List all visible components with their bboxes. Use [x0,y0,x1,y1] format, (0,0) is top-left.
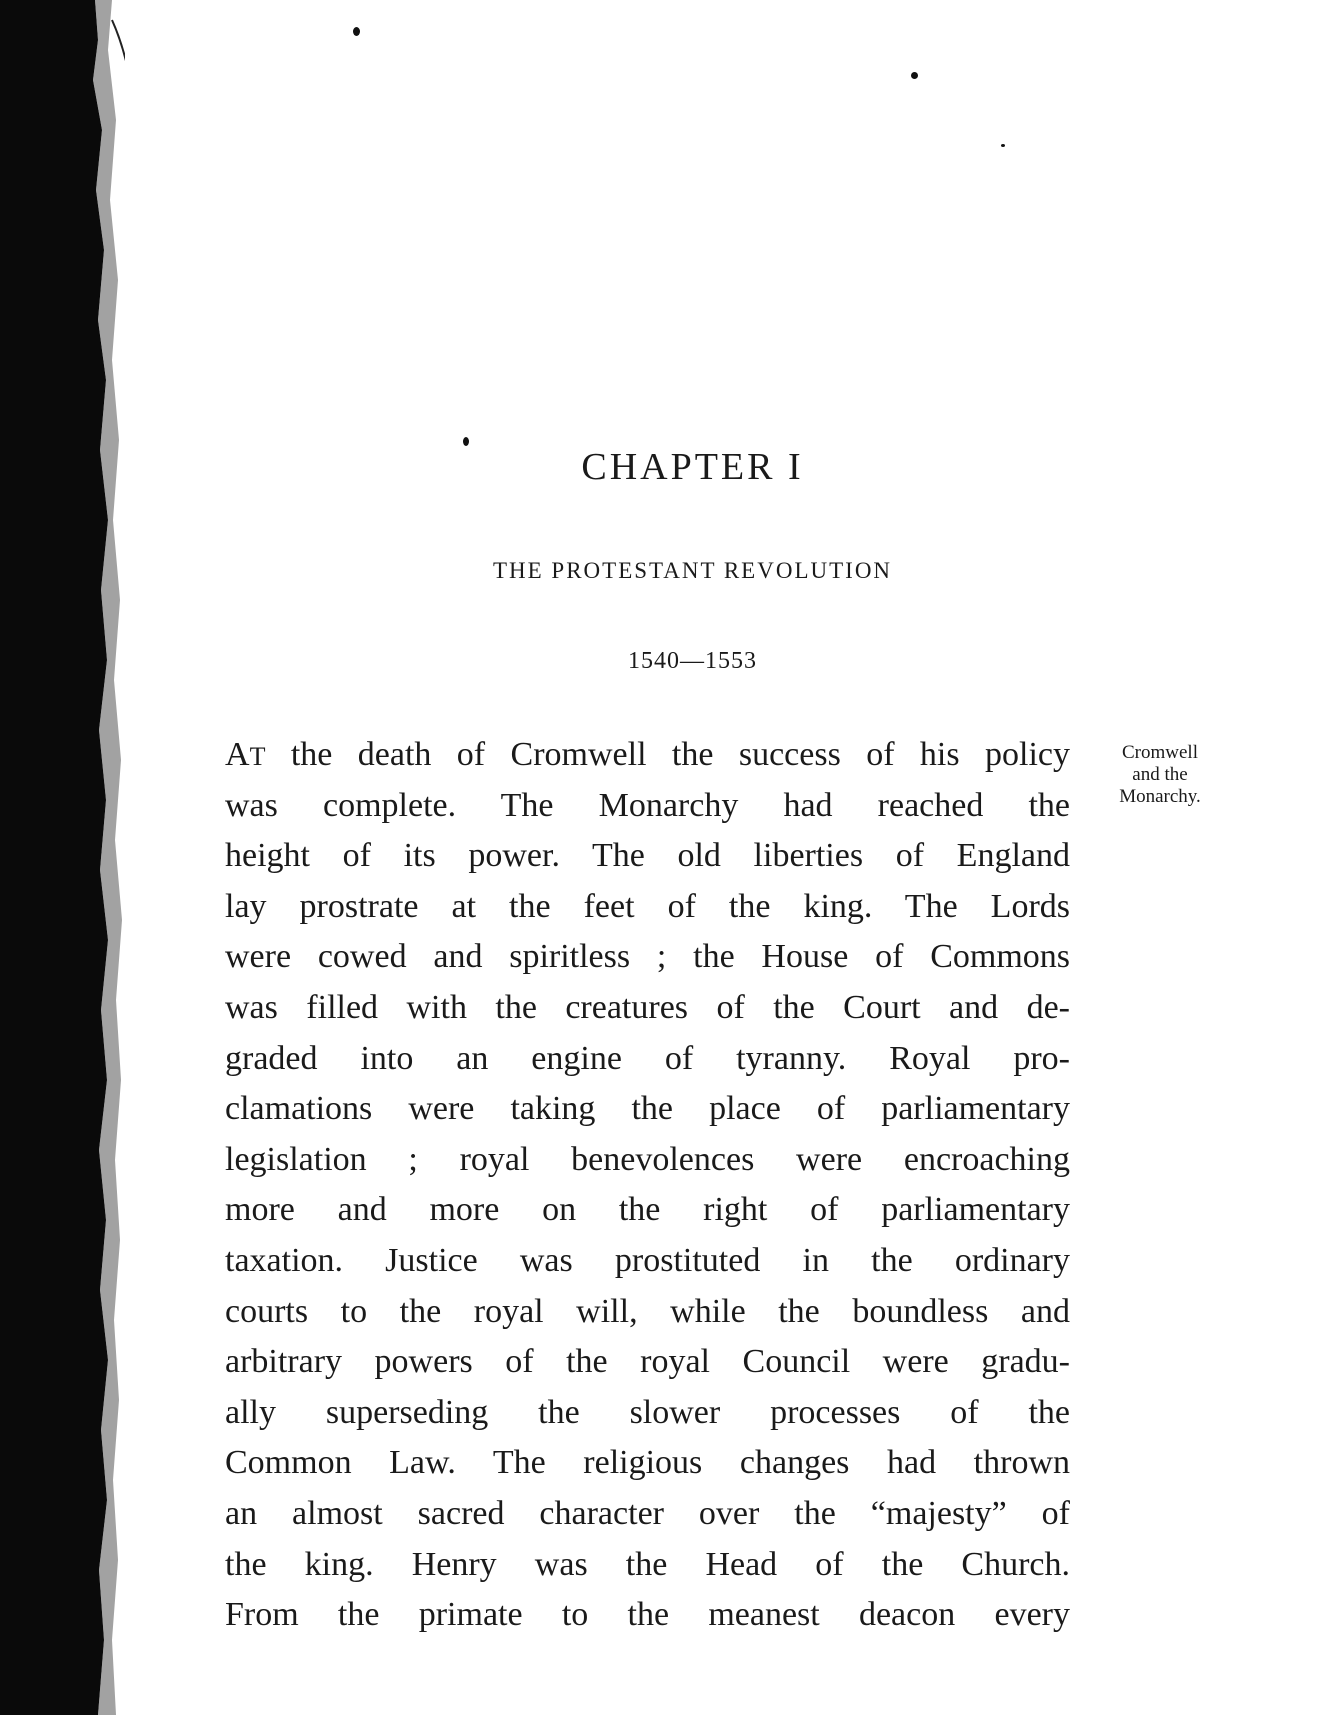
paragraph-line: From the primate to the meanest deacon every [225,1596,1070,1634]
paragraph-line: was complete. The Monarchy had reached the [225,786,1070,824]
paragraph-line: height of its power. The old liberties of England [225,837,1070,875]
body-paragraph [225,730,1070,1641]
paragraph-line: legislation ; royal benevolences were encroaching [225,1140,1070,1178]
paragraph-line: an almost sacred character over the “majesty” of [225,1494,1070,1532]
paragraph-line: arbitrary powers of the royal Council were gradu- [225,1343,1070,1381]
paragraph-line: clamations were taking the place of parliamentary [225,1090,1070,1128]
ink-speck [1001,144,1005,147]
chapter-subtitle: THE PROTESTANT REVOLUTION [492,558,893,583]
binding-shadow [0,0,125,1715]
paragraph-line: courts to the royal will, while the boundless and [225,1292,1070,1330]
margin-note-line: Cromwell [1122,742,1198,763]
drop-initial: A [225,736,250,773]
paragraph-line: ally superseding the slower processes of the [225,1393,1070,1431]
paragraph-line: taxation. Justice was prostituted in the ordinary [225,1241,1070,1279]
paragraph-line [225,730,1070,781]
paragraph-line: the king. Henry was the Head of the Church. [225,1545,1070,1583]
margin-note-line: Monarchy. [1119,786,1201,807]
paragraph-line: lay prostrate at the feet of the king. The Lords [225,887,1070,925]
margin-note-line: and the [1132,764,1188,785]
paragraph-line: Common Law. The religious changes had thrown [225,1444,1070,1482]
paragraph-line: graded into an engine of tyranny. Royal pro- [225,1039,1070,1077]
paragraph-line: were cowed and spiritless ; the House of Commons [225,938,1070,976]
paragraph-line: was filled with the creatures of the Court and de- [225,988,1070,1026]
margin-note [1095,742,1225,808]
paragraph-line: more and more on the right of parliamentary [225,1191,1070,1229]
chapter-dates: 1540—1553 [628,648,757,674]
chapter-title: CHAPTER I [581,446,804,488]
line-text: the death of Cromwell the success of his policy [265,736,1070,773]
ink-speck [911,72,918,79]
initial-smallcap: T [249,742,266,771]
ink-speck [353,27,360,36]
